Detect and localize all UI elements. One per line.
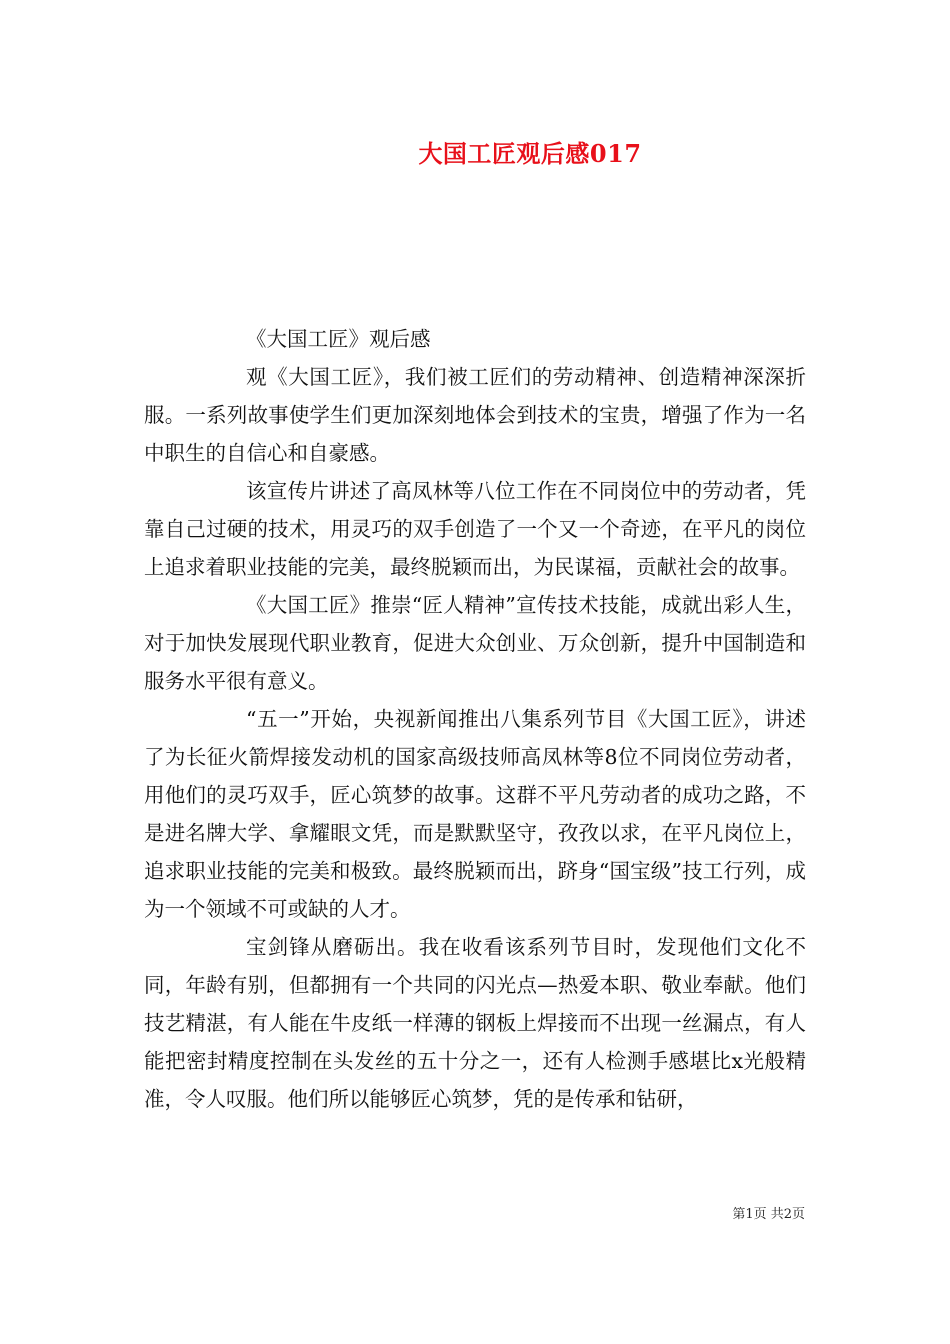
document-body (144, 320, 806, 1118)
paragraph: 宝剑锋从磨砺出。我在收看该系列节目时，发现他们文化不同，年龄有别，但都拥有一个共同的闪光点—热爱本职、敬业奉献。他们技艺精湛，有人能在牛皮纸一样薄的钢板上焊接而不出现一丝漏点，有人能把密封精度控制在头发丝的五十分之一，还有人检测手感堪比x光般精准，令人叹服。他们所以能够匠心筑梦，凭的是传承和钻研， (144, 935, 806, 1111)
page-number-footer: 第1页 共2页 (732, 1207, 805, 1222)
paragraph: 《大国工匠》推崇“匠人精神”宣传技术技能，成就出彩人生，对于加快发展现代职业教育，促进大众创业、万众创新，提升中国制造和服务水平很有意义。 (144, 593, 806, 693)
paragraph: “五一”开始，央视新闻推出八集系列节目《大国工匠》，讲述了为长征火箭焊接发动机的国家高级技师高凤林等8位不同岗位劳动者，用他们的灵巧双手，匠心筑梦的故事。这群不平凡劳动者的成功之路，不是进名牌大学、拿耀眼文凭，而是默默坚守，孜孜以求，在平凡岗位上，追求职业技能的完美和极致。最终脱颖而出，跻身“国宝级”技工行列，成为一个领域不可或缺的人才。 (144, 707, 806, 921)
page-title: 大国工匠观后感017 (418, 139, 642, 168)
document-subtitle: 《大国工匠》观后感 (246, 327, 431, 351)
paragraph: 观《大国工匠》，我们被工匠们的劳动精神、创造精神深深折服。一系列故事使学生们更加深刻地体会到技术的宝贵，增强了作为一名中职生的自信心和自豪感。 (144, 365, 806, 465)
paragraph: 该宣传片讲述了高凤林等八位工作在不同岗位中的劳动者，凭靠自己过硬的技术，用灵巧的双手创造了一个又一个奇迹，在平凡的岗位上追求着职业技能的完美，最终脱颖而出，为民谋福，贡献社会的故事。 (144, 479, 806, 579)
